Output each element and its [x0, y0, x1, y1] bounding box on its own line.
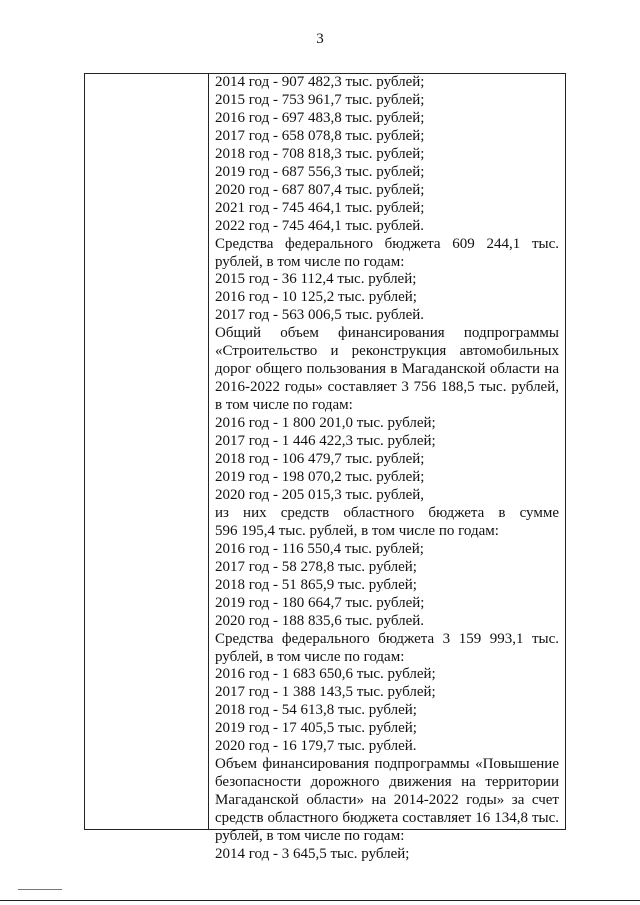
text-line: средств областного бюджета составляет 16 134,8 тыс.: [215, 810, 559, 827]
text-line: 2016 год - 1 800 201,0 тыс. рублей;: [215, 415, 436, 432]
text-line: 2016-2022 годы» составляет 3 756 188,5 тыс. рублей,: [215, 379, 559, 396]
text-line: 2016 год - 1 683 650,6 тыс. рублей;: [215, 666, 436, 683]
text-line: из них средств областного бюджета в сумме: [215, 504, 559, 521]
text-line: 2017 год - 563 006,5 тыс. рублей.: [215, 307, 425, 324]
text-line: 2014 год - 3 645,5 тыс. рублей;: [215, 845, 410, 862]
text-line: 2018 год - 106 479,7 тыс. рублей;: [215, 451, 425, 468]
text-line: 2017 год - 1 388 143,5 тыс. рублей;: [215, 684, 436, 701]
text-line: 2014 год - 907 482,3 тыс. рублей;: [215, 74, 425, 90]
bottom-scan-rule: [0, 900, 640, 901]
text-line: 2019 год - 198 070,2 тыс. рублей;: [215, 468, 425, 485]
text-line: 2018 год - 51 865,9 тыс. рублей;: [215, 576, 417, 593]
text-line: безопасности дорожного движения на территории: [215, 774, 559, 791]
text-line: 596 195,4 тыс. рублей, в том числе по годам:: [215, 522, 499, 539]
text-line: 2019 год - 17 405,5 тыс. рублей;: [215, 720, 417, 737]
table-right-column: [209, 74, 565, 862]
text-line: Средства федерального бюджета 609 244,1 тыс.: [215, 235, 559, 252]
text-line: 2017 год - 1 446 422,3 тыс. рублей;: [215, 433, 436, 450]
bottom-scan-mark: [18, 889, 62, 890]
text-line: 2016 год - 116 550,4 тыс. рублей;: [215, 540, 424, 557]
text-line: рублей, в том числе по годам:: [215, 253, 405, 270]
text-line: 2015 год - 36 112,4 тыс. рублей;: [215, 271, 417, 288]
text-line: 2020 год - 205 015,3 тыс. рублей,: [215, 486, 425, 503]
text-line: дорог общего пользования в Магаданской области на: [215, 361, 559, 378]
text-line: Объем финансирования подпрограммы «Повышение: [215, 756, 559, 773]
text-line: 2020 год - 16 179,7 тыс. рублей.: [215, 738, 417, 755]
text-line: 2016 год - 697 483,8 тыс. рублей;: [215, 109, 425, 126]
text-line: 2017 год - 58 278,8 тыс. рублей;: [215, 558, 417, 575]
text-line: Средства федерального бюджета 3 159 993,1 тыс.: [215, 630, 559, 647]
text-line: 2015 год - 753 961,7 тыс. рублей;: [215, 91, 425, 108]
text-line: в том числе по годам:: [215, 397, 353, 414]
text-line: «Строительство и реконструкция автомобильных: [215, 343, 559, 360]
text-line: Магаданской области» на 2014-2022 годы» за счет: [215, 792, 559, 809]
text-line: 2021 год - 745 464,1 тыс. рублей;: [215, 199, 425, 216]
text-line: 2018 год - 54 613,8 тыс. рублей;: [215, 702, 417, 719]
document-table: [84, 73, 566, 862]
page-number: 3: [316, 31, 324, 47]
text-line: 2019 год - 180 664,7 тыс. рублей;: [215, 594, 425, 611]
text-line: 2020 год - 687 807,4 тыс. рублей;: [215, 181, 425, 198]
text-line: Общий объем финансирования подпрограммы: [215, 325, 559, 342]
text-line: 2020 год - 188 835,6 тыс. рублей.: [215, 612, 425, 629]
text-line: 2019 год - 687 556,3 тыс. рублей;: [215, 163, 425, 180]
text-line: рублей, в том числе по годам:: [215, 828, 405, 845]
text-line: 2016 год - 10 125,2 тыс. рублей;: [215, 289, 417, 306]
table-left-column: [85, 74, 209, 829]
text-line: 2017 год - 658 078,8 тыс. рублей;: [215, 127, 425, 144]
text-line: рублей, в том числе по годам:: [215, 648, 405, 665]
text-line: 2022 год - 745 464,1 тыс. рублей.: [215, 217, 425, 234]
text-line: 2018 год - 708 818,3 тыс. рублей;: [215, 145, 425, 162]
